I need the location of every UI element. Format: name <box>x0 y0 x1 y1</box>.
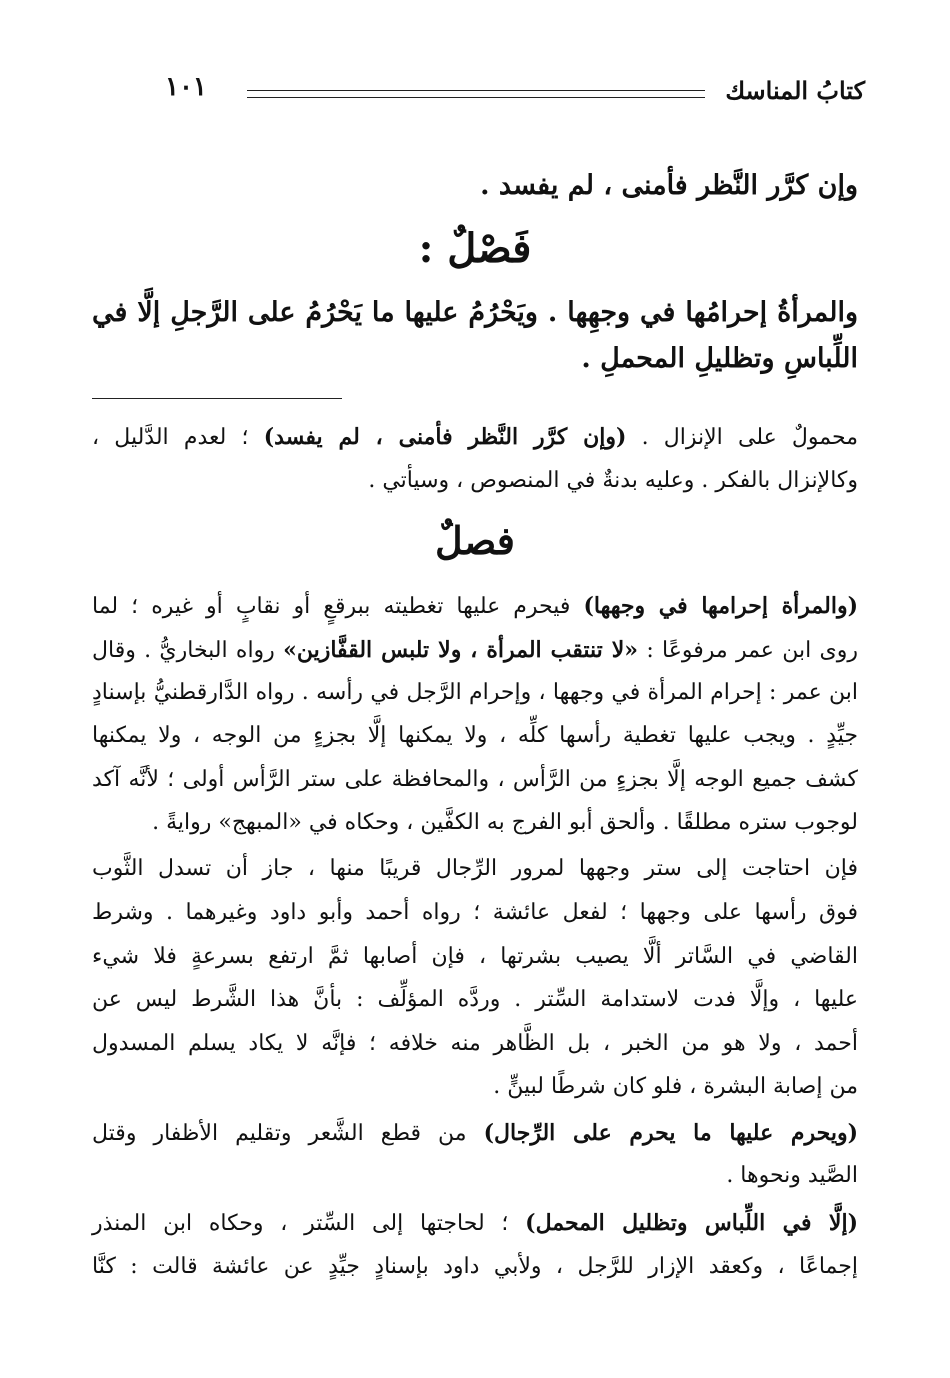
sharh-p3-line-3: القاضي في السَّاتر ألَّا يصيب بشرتها ، فإن أصابها ثمَّ ارتفع بسرعةٍ فلا شيء <box>92 944 858 969</box>
text-span: من قطع الشَّعر وتقليم الأظفار وقتل <box>92 1121 467 1146</box>
sharh-p2-line-1 <box>92 593 858 619</box>
sharh-p3-line-6: من إصابة البشرة ، فلو كان شرطًا لبينٍّ . <box>493 1074 858 1099</box>
sharh-p3-line-4: عليها ، وإلَّا فدت لاستدامة السِّتر . وردَّه المؤلِّف : بأنَّ هذا الشَّرط ليس عن <box>92 987 858 1012</box>
quoted-matn: (ويحرم عليها ما يحرم على الرِّجال) <box>483 1120 859 1146</box>
sharh-p4-line-2: الصَّيد ونحوها . <box>726 1163 858 1188</box>
sharh-p2-line-4: جيِّدٍ . ويجب عليها تغطية رأسها كلِّه ، ولا يمكنها إلَّا بجزءٍ من الوجه ، ولا يمكنها <box>92 723 858 748</box>
sharh-p4-line-1 <box>92 1120 858 1146</box>
header-double-rule <box>247 90 705 98</box>
sharh-p2-line-3: ابن عمر : إحرام المرأة في وجهها ، وإحرام الرَّجل في رأسه . رواه الدَّارقطنيُّ بإسنادٍ <box>92 680 858 705</box>
quoted-matn: (إلَّا في اللِّباس وتظليل المحمل) <box>525 1210 858 1236</box>
sharh-p3-line-1: فإن احتاجت إلى ستر وجهها لمرور الرِّجال قريبًا منها ، جاز أن تسدل الثَّوب <box>92 856 858 881</box>
text-span: ؛ لعدم الدَّليل ، <box>92 425 249 450</box>
quoted-matn: (وإن كرَّر النَّظر فأمنى ، لم يفسد) <box>263 424 627 450</box>
sharh-p3-line-5: أحمد ، ولا هو من الخبر ، بل الظَّاهر منه خلافه ؛ فإنَّه لا يكاد يسلم المسدول <box>92 1031 858 1056</box>
sharh-section-heading: فصلٌ <box>435 518 515 563</box>
sharh-p2-line-2 <box>92 637 858 663</box>
text-span: روى ابن عمر مرفوعًا : <box>646 638 858 663</box>
matn-line-2: والمرأةُ إحرامُها في وجهِها . ويَحْرُمُ عليها ما يَحْرُمُ على الرَّجلِ إلَّا في <box>92 297 858 328</box>
sharh-p1-line-1 <box>92 424 858 450</box>
matn-line-3: اللِّباسِ وتظليلِ المحملِ . <box>581 343 858 374</box>
text-span: محمولٌ على الإنزال . <box>641 425 858 450</box>
sharh-p3-line-2: فوق رأسها على وجهها ؛ لفعل عائشة ؛ رواه أحمد وأبو داود وغيرهما . وشرط <box>92 900 858 925</box>
sharh-p5-line-2: إجماعًا ، وكعقد الإزار للرَّجل ، ولأبي داود بإسنادٍ جيِّدٍ عن عائشة قالت : كنَّا <box>92 1254 858 1279</box>
text-span: ؛ لحاجتها إلى السِّتر ، وحكاه ابن المنذر <box>92 1211 509 1236</box>
quoted-matn: (والمرأة إحرامها في وجهها) <box>583 593 858 619</box>
book-title: كتابُ المناسك <box>725 76 865 105</box>
text-span: رواه البخاريُّ . وقال <box>92 638 275 663</box>
sharh-p2-line-5: كشف جميع الوجه إلَّا بجزءٍ من الرَّأس ، والمحافظة على ستر الرَّأس أولى ؛ لأنَّه آكد <box>92 767 858 792</box>
matn-section-heading: فَصْلٌ : <box>418 225 532 272</box>
sharh-p5-line-1 <box>92 1210 858 1236</box>
page-number: ١٠١ <box>165 72 207 102</box>
running-header <box>165 72 865 112</box>
hadith-quote: «لا تنتقب المرأة ، ولا تلبس القفَّازين» <box>283 637 639 663</box>
sharh-p1-line-2: وكالإنزال بالفكر . وعليه بدنةٌ في المنصوص ، وسيأتي . <box>368 468 858 493</box>
text-span: فيحرم عليها تغطيته ببرقعٍ أو نقابٍ أو غيره ؛ لما <box>92 594 571 619</box>
matn-sharh-divider <box>92 398 342 399</box>
sharh-p2-line-6: لوجوب ستره مطلقًا . وألحق أبو الفرج به الكفَّين ، وحكاه في «المبهج» روايةً . <box>152 810 858 835</box>
matn-line-1: وإن كرَّر النَّظر فأمنى ، لم يفسد . <box>480 170 858 201</box>
